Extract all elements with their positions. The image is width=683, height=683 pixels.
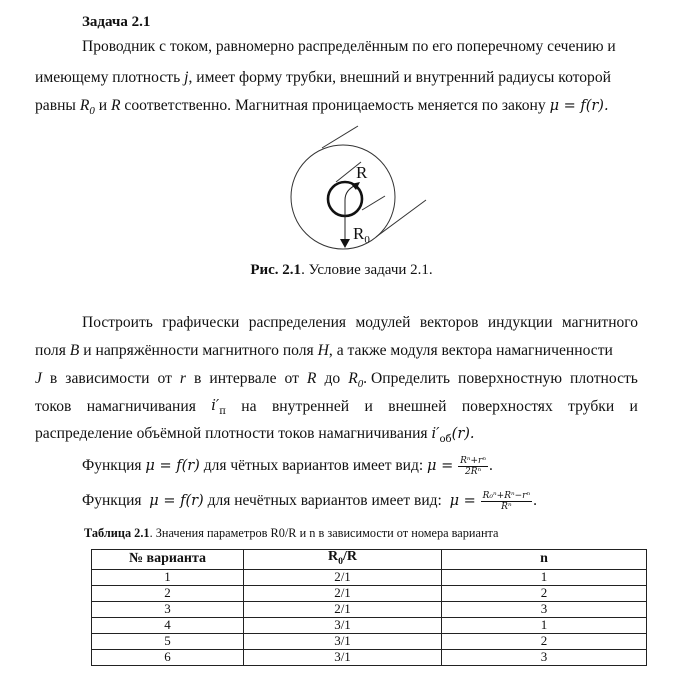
- cell-variant: 4: [92, 617, 244, 633]
- odd-fraction: [481, 491, 533, 512]
- tube-cross-section-figure: [280, 120, 440, 260]
- cell-variant: 6: [92, 649, 244, 665]
- word: на: [241, 398, 257, 415]
- period: .: [489, 457, 493, 475]
- var-R: R: [110, 97, 121, 114]
- mu-formula: μ = f(r): [149, 493, 204, 510]
- word: магнитного: [561, 314, 638, 331]
- word: поверхностную: [458, 370, 562, 387]
- label-R: R: [356, 163, 368, 182]
- mu-formula: μ = f(r).: [549, 98, 609, 114]
- table-caption-label: Таблица 2.1: [84, 526, 150, 540]
- cell-n: 1: [442, 569, 647, 585]
- fraction-denominator: 2Rⁿ: [464, 467, 482, 477]
- word: Построить: [82, 314, 153, 331]
- var-R0: $R_0$: [348, 370, 364, 391]
- header-r0-ratio: $R_0/R$: [244, 550, 442, 570]
- word: поверхностях: [461, 398, 553, 415]
- cell-ratio: 2/1: [244, 585, 442, 601]
- table-caption: [84, 526, 499, 541]
- text: , а также модуля вектора намагниченности: [328, 342, 613, 359]
- fraction-denominator: Rⁿ: [501, 502, 512, 512]
- intro-text: имеющему плотность: [35, 69, 181, 86]
- statement-line-2: [35, 342, 613, 360]
- word: интервале: [209, 370, 277, 387]
- intro-text: и: [98, 97, 108, 114]
- table-row: [92, 585, 647, 601]
- word: и: [364, 398, 373, 415]
- var-H: H: [317, 342, 329, 359]
- word: в: [49, 370, 58, 387]
- text: Функция: [82, 492, 142, 510]
- word: плотность: [570, 370, 638, 387]
- cell-variant: 5: [92, 633, 244, 649]
- period: .: [533, 492, 538, 510]
- statement-line-4: [35, 398, 638, 417]
- intro-line-1: Проводник с током, равномерно распределённым по его поперечному сечению и: [82, 38, 616, 55]
- word: намагничивания: [86, 398, 196, 415]
- word: векторов: [419, 314, 479, 331]
- text: Функция: [82, 457, 142, 475]
- word: токов: [35, 398, 72, 415]
- table-caption-text: . Значения параметров R0/R и n в зависимости от номера варианта: [149, 526, 499, 540]
- statement-line-1: [82, 314, 638, 332]
- intro-text: , имеет форму трубки, внешний и внутренний радиусы которой: [188, 69, 611, 86]
- header-n: n: [442, 550, 647, 570]
- mu-equals: μ =: [427, 458, 454, 475]
- fraction-numerator: Rⁿ+rⁿ: [460, 456, 487, 466]
- fraction-numerator: R₀ⁿ+Rⁿ−rⁿ: [482, 491, 531, 501]
- table-row: [92, 649, 647, 665]
- intro-text: равны: [35, 97, 76, 114]
- odd-function-line: [82, 491, 537, 512]
- var-r: r: [179, 370, 186, 387]
- word: трубки: [568, 398, 615, 415]
- cell-n: 2: [442, 633, 647, 649]
- text: для чётных вариантов имеет вид:: [203, 457, 424, 475]
- intro-line-2: [35, 69, 638, 87]
- tangent-line: [362, 196, 385, 210]
- table-row: [92, 617, 647, 633]
- cell-ratio: 3/1: [244, 633, 442, 649]
- word: графически: [162, 314, 240, 331]
- outer-circle: [291, 145, 395, 249]
- word: от: [284, 370, 299, 387]
- cell-variant: 3: [92, 601, 244, 617]
- text: поля: [35, 342, 66, 359]
- figure-caption-text: . Условие задачи 2.1.: [301, 262, 433, 278]
- cell-ratio: 3/1: [244, 617, 442, 633]
- volume-current-symbol: $i'_{об}(r)$.: [431, 426, 475, 445]
- statement-line-5: [35, 425, 475, 445]
- var-R0: $R_0$: [79, 97, 95, 118]
- cell-ratio: 2/1: [244, 601, 442, 617]
- cell-n: 2: [442, 585, 647, 601]
- var-R0-group: $R_0$. Определить: [348, 370, 450, 391]
- cell-variant: 1: [92, 569, 244, 585]
- word: зависимости: [65, 370, 150, 387]
- text: распределение объёмной плотности токов намагничивания: [35, 425, 428, 442]
- table-header-row: [92, 550, 647, 570]
- word: и: [629, 398, 638, 415]
- cell-n: 3: [442, 601, 647, 617]
- surface-current-symbol: $i'_п$: [211, 398, 226, 417]
- mu-equals: μ =: [449, 493, 476, 510]
- cell-n: 1: [442, 617, 647, 633]
- word: распределения: [248, 314, 347, 331]
- table-row: [92, 633, 647, 649]
- word: внешней: [388, 398, 447, 415]
- intro-line-3: [35, 97, 609, 117]
- word: до: [324, 370, 341, 387]
- text: для нечётных вариантов имеет вид:: [207, 492, 442, 510]
- label-R0: $R_0$: [353, 224, 370, 246]
- parameters-table: [91, 549, 647, 666]
- word: модулей: [355, 314, 411, 331]
- cell-ratio: 2/1: [244, 569, 442, 585]
- table-row: [92, 569, 647, 585]
- task-title: Задача 2.1: [82, 14, 151, 30]
- tangent-line: [376, 200, 426, 237]
- cell-n: 3: [442, 649, 647, 665]
- arrowhead-icon: [340, 239, 350, 248]
- var-B: B: [69, 342, 80, 359]
- text: и напряжённости магнитного поля: [83, 342, 314, 359]
- word: внутренней: [271, 398, 350, 415]
- figure-caption: [0, 262, 683, 279]
- figure-caption-label: Рис. 2.1: [250, 262, 302, 278]
- word: индукции: [487, 314, 553, 331]
- var-J: J: [35, 370, 42, 387]
- var-R: R: [306, 370, 317, 387]
- statement-line-3: [35, 370, 638, 390]
- word: от: [157, 370, 172, 387]
- table-row: [92, 601, 647, 617]
- intro-text: соответственно. Магнитная проницаемость меняется по закону: [124, 97, 546, 114]
- cell-ratio: 3/1: [244, 649, 442, 665]
- even-function-line: [82, 456, 493, 477]
- even-fraction: [458, 456, 488, 477]
- mu-formula: μ = f(r): [145, 458, 200, 475]
- header-variant: № варианта: [92, 550, 244, 570]
- word: в: [193, 370, 202, 387]
- var-j: j: [184, 69, 189, 86]
- cell-variant: 2: [92, 585, 244, 601]
